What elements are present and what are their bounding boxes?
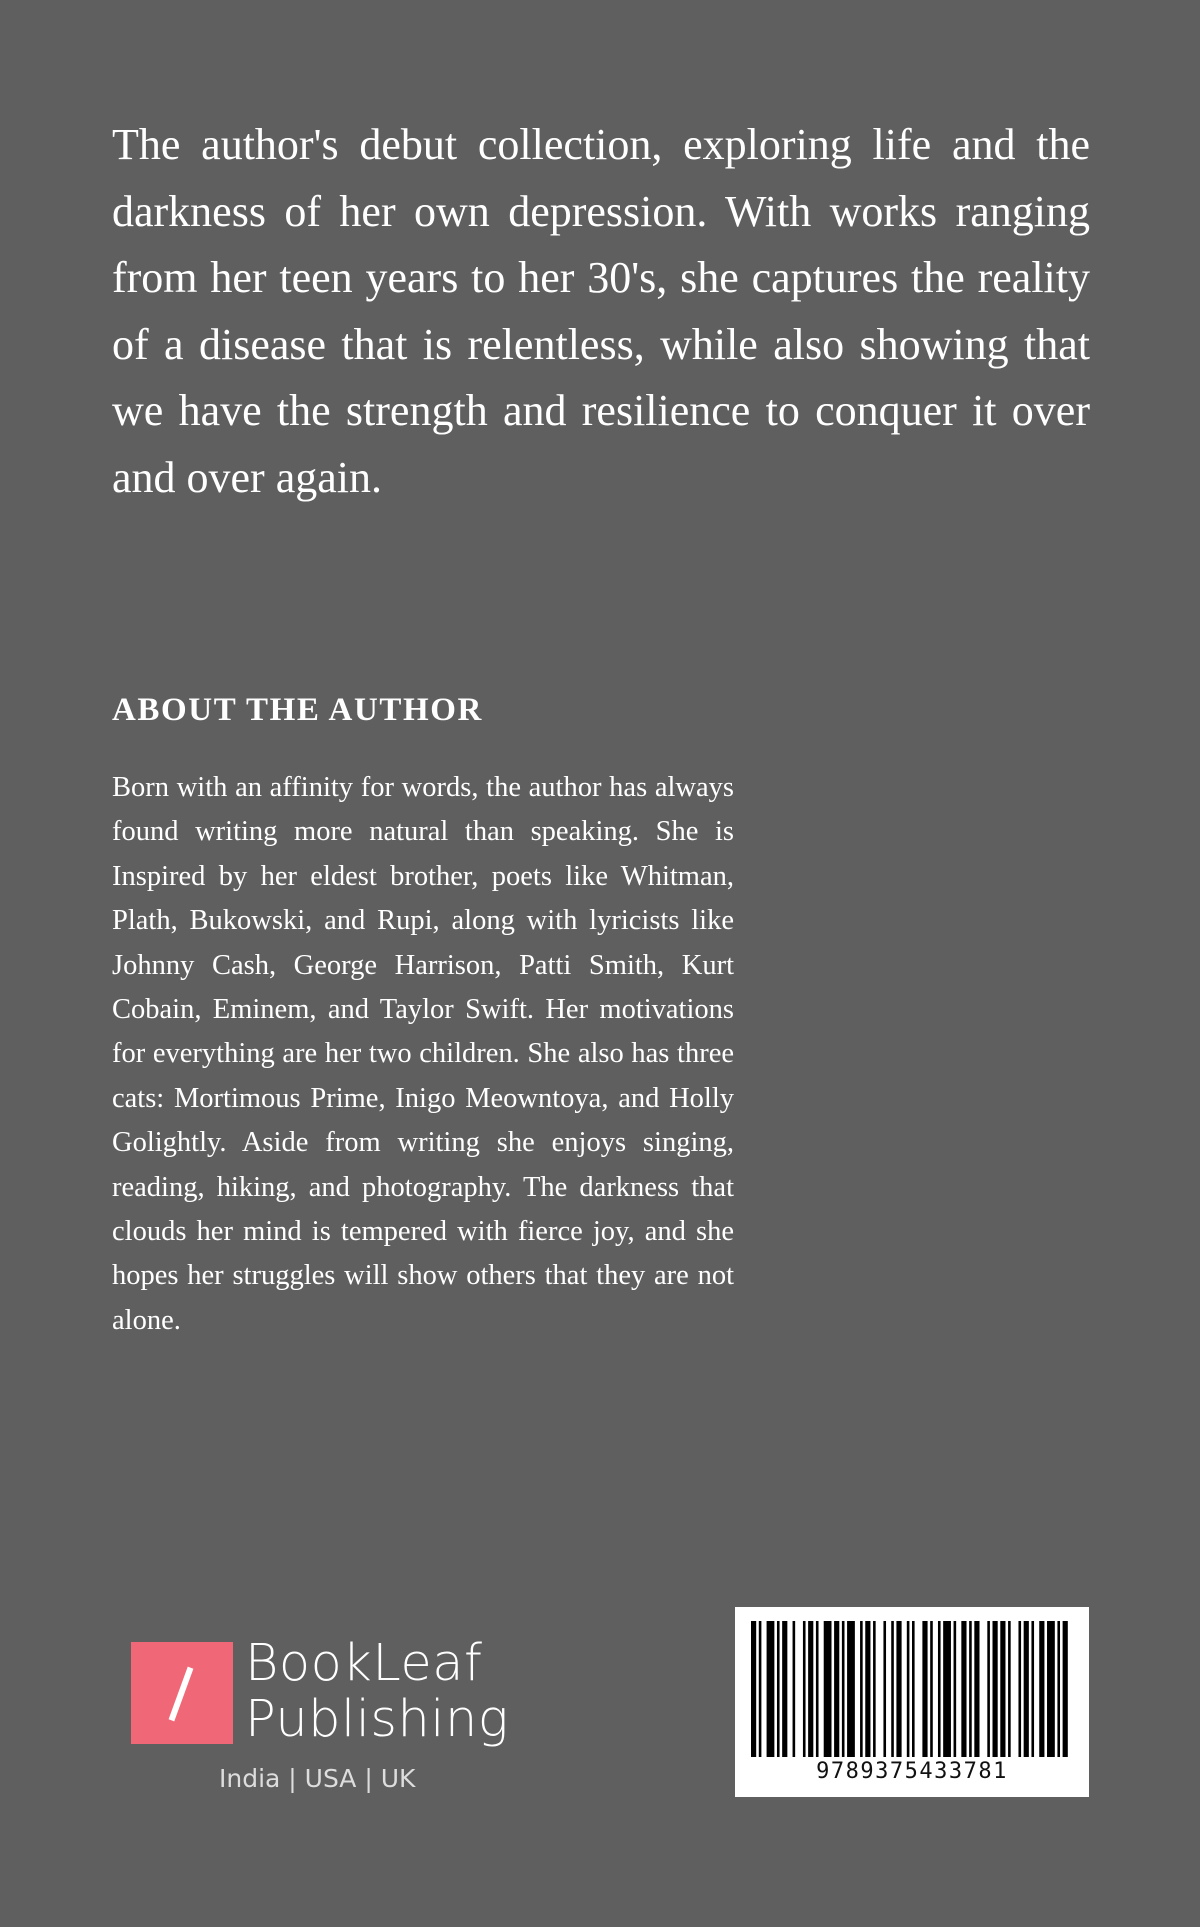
barcode-bar — [767, 1621, 775, 1757]
about-author-text: Born with an affinity for words, the author has always found writing more natural than speaking. She is Inspired by her eldest brother, poets like Whitman, Plath, Bukowski, and Rupi, along with lyricists like Johnny Cash, George Harrison, Patti Smith, Kurt Cobain, Eminem, and Taylor Swift. Her motivations for everything are her two children. She also has three cats: Mortimous Prime, Inigo Meowntoya, and Holly Golightly. Aside from writing she enjoys singing, reading, hiking, and photography. The darkness that clouds her mind is tempered with fierce joy, and she hopes her struggles will show others that they are not alone. — [112, 772, 734, 1336]
barcode-bar — [1008, 1621, 1011, 1757]
barcode-bar — [782, 1621, 787, 1757]
barcode-bar — [987, 1621, 990, 1757]
barcode-bar — [922, 1621, 927, 1757]
barcode-bar — [1047, 1621, 1055, 1757]
barcode-bar — [834, 1621, 839, 1757]
barcode-bar — [954, 1621, 957, 1757]
barcode-bar — [803, 1621, 806, 1757]
barcode-bar — [896, 1621, 901, 1757]
publisher-logo — [131, 1636, 511, 1806]
barcode-bar — [759, 1621, 762, 1757]
about-author-heading: ABOUT THE AUTHOR — [112, 692, 483, 728]
barcode-bar — [1000, 1621, 1005, 1757]
barcode-bar — [873, 1621, 876, 1757]
isbn-barcode — [735, 1607, 1089, 1797]
barcode-bar — [824, 1621, 832, 1757]
barcode-bar — [961, 1621, 966, 1757]
barcode-bar — [883, 1621, 886, 1757]
barcode-bar — [974, 1621, 979, 1757]
barcode-bar — [1057, 1621, 1060, 1757]
barcode-bar — [816, 1621, 819, 1757]
publisher-name-line1: BookLeaf — [245, 1634, 483, 1693]
barcode-bar — [993, 1621, 998, 1757]
barcode-bar — [1018, 1621, 1021, 1757]
barcode-bar — [860, 1621, 863, 1757]
publisher-name-line2: Publishing — [245, 1690, 509, 1749]
isbn-number: 9789375433781 — [816, 1759, 1008, 1784]
barcode-bar — [891, 1621, 894, 1757]
barcode-bar — [1063, 1621, 1068, 1757]
barcode-bar — [751, 1621, 756, 1757]
barcode-bar — [943, 1621, 951, 1757]
publisher-regions: India | USA | UK — [219, 1764, 416, 1793]
barcode-bar — [865, 1621, 870, 1757]
barcode-bar — [907, 1621, 910, 1757]
barcode-bar — [969, 1621, 972, 1757]
barcode-bar — [1031, 1621, 1034, 1757]
publisher-name — [245, 1636, 509, 1748]
barcode-bar — [808, 1621, 813, 1757]
barcode-icon — [751, 1621, 1073, 1757]
barcode-bar — [777, 1621, 780, 1757]
barcode-bar — [1039, 1621, 1044, 1757]
book-blurb: The author's debut collection, exploring life and the darkness of her own depression. With works ranging from her teen years to her 30's, she captures the reality of a disease that is relentless, while also showing that we have the strength and resilience to conquer it over and over again. — [112, 120, 1090, 502]
barcode-bar — [793, 1621, 796, 1757]
slash-icon — [169, 1667, 194, 1722]
barcode-bar — [842, 1621, 845, 1757]
barcode-bar — [912, 1621, 915, 1757]
publisher-mark-icon — [131, 1642, 233, 1744]
barcode-bar — [847, 1621, 855, 1757]
barcode-bar — [930, 1621, 933, 1757]
barcode-bar — [938, 1621, 941, 1757]
barcode-bar — [1024, 1621, 1029, 1757]
